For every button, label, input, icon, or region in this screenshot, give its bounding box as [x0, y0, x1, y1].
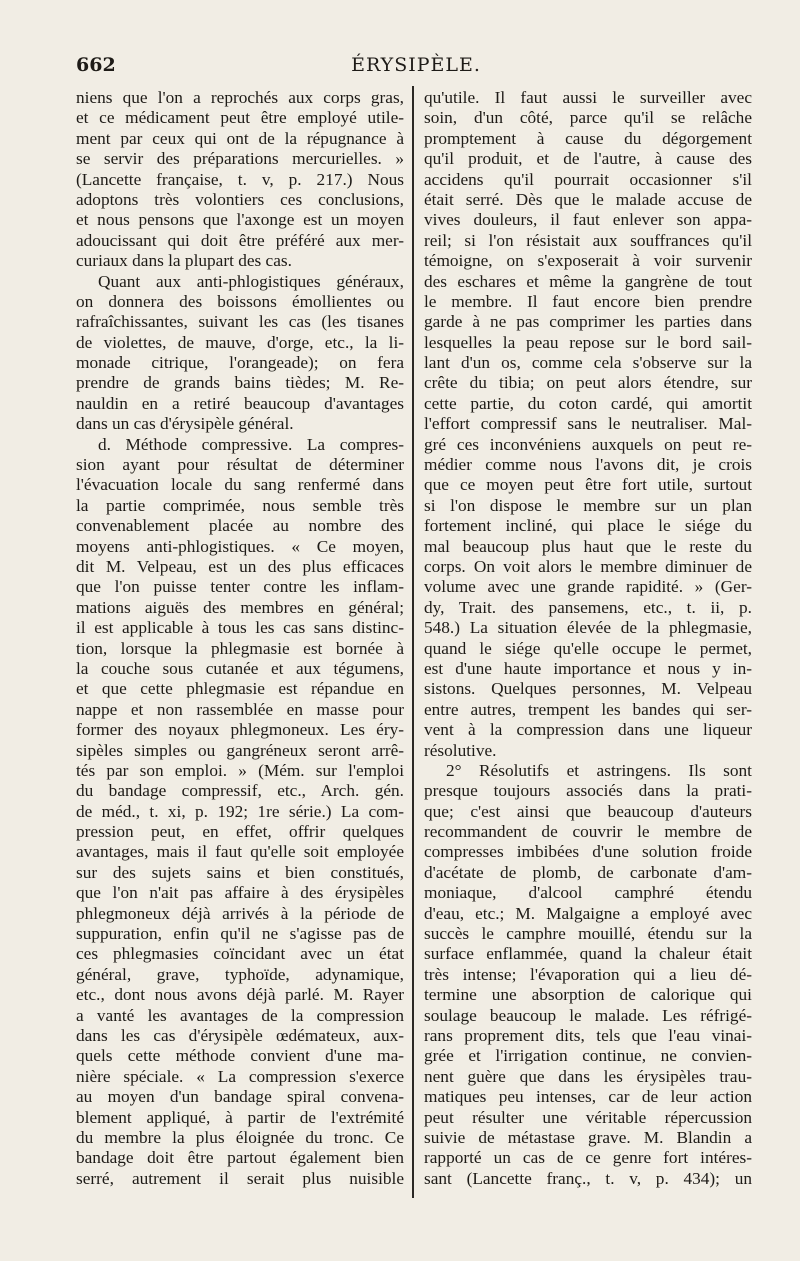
text-line: de violettes, de mauve, d'orge, etc., la li- [76, 332, 404, 352]
text-line: témoigne, on s'exposerait à voir survenir [424, 251, 752, 271]
text-line: se servir des préparations mercurielles. » [76, 149, 404, 169]
text-line: gré ces inconvéniens auxquels on peut re- [424, 434, 752, 454]
text-line: vent à la compression dans une liqueur [424, 720, 752, 740]
text-line: avantages, mais il faut qu'elle soit employée [76, 842, 404, 862]
text-line: (Lancette française, t. v, p. 217.) Nous [76, 169, 404, 189]
text-line: résolutive. [424, 740, 497, 760]
text-line: vives douleurs, il faut enlever son appa- [424, 210, 752, 230]
text-line: ces phlegmasies coïncidant avec un état [76, 944, 404, 964]
text-line: très intense; l'évaporation qui a lieu dé- [424, 964, 752, 984]
text-line: niens que l'on a reprochés aux corps gras, [76, 88, 404, 107]
text-line: prendre de grands bains tièdes; M. Re- [76, 373, 404, 393]
column-divider [412, 86, 414, 1198]
right-column [424, 88, 752, 1189]
text-line: d'acétate de plomb, de carbonate d'am- [424, 862, 752, 882]
left-column [76, 88, 404, 1189]
text-line: est d'une haute importance et nous y in- [424, 658, 752, 678]
text-line: d. Méthode compressive. La compres- [98, 434, 404, 454]
text-line: que l'on n'ait pas affaire à des érysipèles [76, 883, 404, 903]
text-line: il est applicable à tous les cas sans distinc- [76, 618, 404, 638]
text-line: sant (Lancette franç., t. v, p. 434); un [424, 1168, 752, 1188]
text-line: la couche sous cutanée et aux tégumens, [76, 658, 404, 678]
running-title: ÉRYSIPÈLE. [351, 54, 481, 76]
text-line: et nous pensons que l'axonge est un moyen [76, 210, 404, 230]
text-line: sipèles simples ou gangréneux seront arrê- [76, 740, 404, 760]
text-line: 2° Résolutifs et astringens. Ils sont [446, 760, 752, 780]
text-line: la partie comprimée, nous semble très [76, 495, 404, 515]
text-line: mations aiguës des membres en général; [76, 597, 404, 617]
text-line: que; c'est ainsi que beaucoup d'auteurs [424, 801, 752, 821]
text-line: accidens qu'il pourrait occasionner s'il [424, 169, 752, 189]
text-line: général, grave, typhoïde, adynamique, [76, 964, 404, 984]
text-line: presque toujours associés dans la prati- [424, 781, 752, 801]
text-line: du bandage compressif, etc., Arch. gén. [76, 781, 404, 801]
text-line: rapporté un cas de ce genre fort intéres- [424, 1148, 752, 1168]
text-line: former des noyaux phlegmoneux. Les éry- [76, 720, 404, 740]
text-line: l'évacuation locale du sang renfermé dans [76, 475, 404, 495]
text-line: compresses imbibées d'une solution froide [424, 842, 752, 862]
text-line: etc., dont nous avons déjà parlé. M. Rayer [76, 985, 404, 1005]
text-line: termine une absorption de calorique qui [424, 985, 752, 1005]
text-line: succès le camphre mouillé, étendu sur la [424, 924, 752, 944]
text-line: tés par son emploi. » (Mém. sur l'emploi [76, 760, 404, 780]
text-line: que l'on puisse tenter contre les inflam- [76, 577, 404, 597]
text-line: adoptons très volontiers ces conclusions, [76, 189, 404, 209]
text-line: sistons. Quelques personnes, M. Velpeau [424, 679, 752, 699]
text-line: entre autres, trempent les bandes qui ser- [424, 699, 752, 719]
text-line: d'eau, etc.; M. Malgaigne a employé avec [424, 903, 752, 923]
text-line: matiques peu intenses, car de leur action [424, 1087, 752, 1107]
page-number: 662 [76, 54, 116, 76]
text-line: des eschares et même la gangrène de tout [424, 271, 752, 291]
text-line: était serré. Dès que le malade accuse de [424, 189, 752, 209]
text-line: quels cette méthode convient d'une ma- [76, 1046, 404, 1066]
text-line: qu'utile. Il faut aussi le surveiller avec [424, 88, 752, 107]
text-line: corps. On voit alors le membre diminuer de [424, 556, 752, 576]
text-line: dans un cas d'érysipèle général. [76, 414, 294, 434]
text-line: serré, autrement il serait plus nuisible [76, 1168, 404, 1188]
text-line: curiaux dans la plupart des cas. [76, 251, 292, 271]
text-line: reil; si l'on résistait aux souffrances qu'il [424, 230, 752, 250]
text-line: adoucissant qui doit être préféré aux mer- [76, 230, 404, 250]
text-line: rans proprement dits, tels que l'eau vinai- [424, 1025, 752, 1045]
text-line: 548.) La situation élevée de la phlegmasie, [424, 618, 752, 638]
text-line: convenablement placée au nombre des [76, 516, 404, 536]
text-line: sion ayant pour résultat de déterminer [76, 455, 404, 475]
text-line: nappe et non rassemblée en masse pour [76, 699, 404, 719]
text-line: monade citrique, l'orangeade); on fera [76, 353, 404, 373]
text-line: blement appliqué, à partir de l'extrémité [76, 1107, 404, 1127]
text-line: soulage beaucoup le malade. Les réfrigé- [424, 1005, 752, 1025]
text-line: et ce médicament peut être employé utile- [76, 108, 404, 128]
text-line: surface enflammée, quand la chaleur était [424, 944, 752, 964]
text-line: promptement à cause du dégorgement [424, 128, 752, 148]
text-line: grée et l'irrigation continue, ne convien- [424, 1046, 752, 1066]
text-line: suppuration, enfin qu'il ne s'agisse pas de [76, 924, 404, 944]
text-line: soin, d'un côté, parce qu'il se relâche [424, 108, 752, 128]
text-line: bandage doit être partout également bien [76, 1148, 404, 1168]
text-line: au moyen d'un bandage spiral convena- [76, 1087, 404, 1107]
text-line: quand le siége qu'elle occupe le permet, [424, 638, 752, 658]
text-line: peut résulter une véritable répercussion [424, 1107, 752, 1127]
text-line: dit M. Velpeau, est un des plus efficaces [76, 556, 404, 576]
text-line: lesquelles la peau repose sur le bord sail- [424, 332, 752, 352]
text-line: lant d'un os, comme cela s'observe sur la [424, 353, 752, 373]
text-line: que ce moyen peut être fort utile, surtout [424, 475, 752, 495]
text-line: dans les cas d'érysipèle œdémateux, aux- [76, 1025, 404, 1045]
text-line: ment par ceux qui ont de la répugnance à [76, 128, 404, 148]
text-line: on donnera des boissons émollientes ou [76, 291, 404, 311]
text-line: de méd., t. xi, p. 192; 1re série.) La com- [76, 801, 404, 821]
text-line: rafraîchissantes, suivant les cas (les tisanes [76, 312, 404, 332]
text-line: qu'il produit, et de l'autre, à cause des [424, 149, 752, 169]
text-line: dy, Trait. des pansemens, etc., t. ii, p. [424, 597, 752, 617]
text-line: nent guère que dans les érysipèles trau- [424, 1066, 752, 1086]
text-line: médier comme nous l'avons dit, je crois [424, 455, 752, 475]
text-line: nière spéciale. « La compression s'exerce [76, 1066, 404, 1086]
page-header [76, 54, 756, 82]
text-line: garde à ne pas comprimer les parties dans [424, 312, 752, 332]
text-line: l'effort compressif sans le neutraliser. Mal- [424, 414, 752, 434]
text-line: phlegmoneux déjà arrivés à la période de [76, 903, 404, 923]
text-line: crête du tibia; on peut alors étendre, sur [424, 373, 752, 393]
text-line: tion, lorsque la phlegmasie est bornée à [76, 638, 404, 658]
text-line: suivie de métastase grave. M. Blandin a [424, 1127, 752, 1147]
text-line: volume avec une grande rapidité. » (Ger- [424, 577, 752, 597]
text-line: moniaque, d'alcool camphré étendu [424, 883, 752, 903]
text-line: pression peut, en effet, offrir quelques [76, 822, 404, 842]
text-line: fortement incliné, qui place le siége du [424, 516, 752, 536]
text-line: moyens anti-phlogistiques. « Ce moyen, [76, 536, 404, 556]
text-line: mal beaucoup plus haut que le reste du [424, 536, 752, 556]
text-line: a vanté les avantages de la compression [76, 1005, 404, 1025]
text-line: cette partie, du coton cardé, qui amortit [424, 393, 752, 413]
text-line: du membre la plus éloignée du tronc. Ce [76, 1127, 404, 1147]
text-line: Quant aux anti-phlogistiques généraux, [98, 271, 404, 291]
text-line: si l'on dispose le membre sur un plan [424, 495, 752, 515]
text-line: et que cette phlegmasie est répandue en [76, 679, 404, 699]
text-line: recommandent de couvrir le membre de [424, 822, 752, 842]
text-line: le membre. Il faut encore bien prendre [424, 291, 752, 311]
text-line: sur des sujets sains et bien constitués, [76, 862, 404, 882]
text-line: nauldin en a retiré beaucoup d'avantages [76, 393, 404, 413]
